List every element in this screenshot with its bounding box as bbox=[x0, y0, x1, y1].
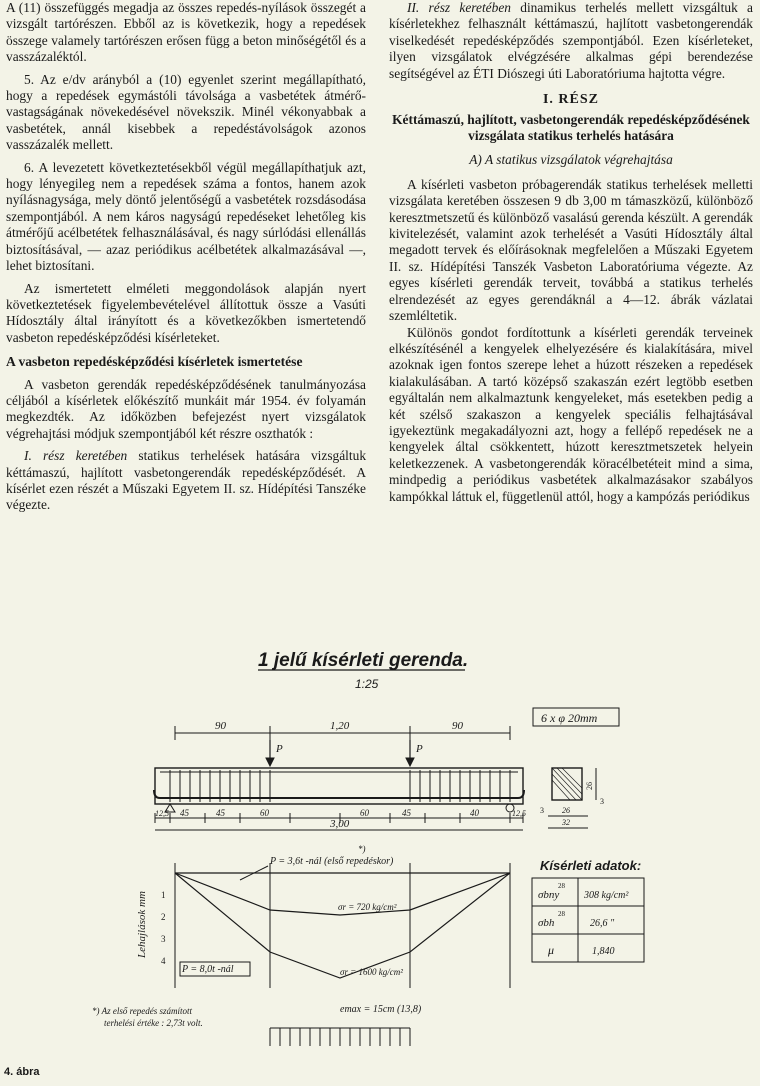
data-value: 1,840 bbox=[592, 946, 615, 957]
paragraph: A (11) összefüggés megadja az összes repedés-nyílások összegét a vizsgált tartórészen. Ebből az is következik, hogy a repedések összege valamely tartórészen erősen függ a beton minőségétől és a vasszázaléktól. bbox=[6, 0, 366, 65]
curve-2-stress: σr = 1600 kg/cm² bbox=[340, 967, 403, 977]
dim-label: 90 bbox=[452, 720, 463, 732]
figure-title: 1 jelű kísérleti gerenda. bbox=[258, 650, 469, 671]
paragraph-text: statikus terhelések hatására vizsgáltuk kéttámaszú, hajlított vasbetongerendák repedésképződését. A kísérlet ezen részét a Műszaki Egyetem II. sz. Hídépítési Tanszéke végezte. bbox=[6, 448, 367, 513]
paragraph: Az ismertetett elméleti meggondolások alapján nyert következtetések figyelembevételével állítottuk össze a Vasúti Hídosztály által irányított és a következőkben ismertetendő vasbeton repedésképződési kísérleteket. bbox=[6, 280, 366, 345]
paragraph: Különös gondot fordítottunk a kísérleti gerendák terveinek elkészítésénél a kengyelek elhelyezésére és kialakítására, mivel azoknak igen fontos szerepe lehet a húzott részeken a repedések kialakulásában. A tartó középső szakaszán ezért legtöbb esetben egyáltalán nem alkalmaztunk kengyeleket, más esetekben pedig a két szélső szakaszon a kengyelek speciális felhajtásával igyekeztünk megakadályozni azt, hogy a fellépő repedések ne a kengyelek által csökkentett, húzott keresztmetszetek helyein keletkezzenek. A vasbetongerendák köracélbetéteit mind a sima, mindpedig a periódikus vasbetétek alkalmazásakor szabályos kampókkal láttuk el, függetlenül attól, hogy a kampózás periódikus bbox=[389, 324, 753, 504]
dim-label: 40 bbox=[470, 808, 479, 818]
dim-label: 12,5 bbox=[155, 809, 169, 818]
data-sup: 28 bbox=[558, 882, 565, 890]
dim-label: 60 bbox=[360, 808, 369, 818]
footnote-line: terhelési értéke : 2,73t volt. bbox=[104, 1018, 203, 1028]
y-tick: 4 bbox=[161, 956, 166, 966]
paragraph: 5. Az e/dv arányból a (10) egyenlet szerint megállapítható, hogy a repedések egymástóli távolsága a vasbetétek átmérő-vastagságának növekedésével növekszik. Minél vékonyabbak a vasbetétek, annál kisebbek a repedéstávolságok azonos vasszázalék mellett. bbox=[6, 71, 366, 153]
y-tick: 2 bbox=[161, 912, 166, 922]
right-column bbox=[389, 0, 753, 505]
figure-caption: 4. ábra bbox=[4, 1066, 40, 1078]
section-dim: 3 bbox=[600, 797, 604, 806]
y-tick: 3 bbox=[161, 934, 166, 944]
curve-1-stress: σr = 720 kg/cm² bbox=[338, 902, 397, 912]
figure-drawing bbox=[0, 648, 760, 1058]
beam-figure bbox=[0, 648, 760, 1058]
paragraph bbox=[389, 0, 753, 82]
dim-label: 12,5 bbox=[512, 809, 526, 818]
dim-label: 45 bbox=[216, 808, 225, 818]
load-label: P bbox=[276, 743, 283, 755]
part-label: I. rész keretében bbox=[24, 448, 128, 464]
paragraph: A vasbeton gerendák repedésképződésének tanulmányozása céljából a kísérletek előkészítő munkáit már 1954. év folyamán megkezdték. Az időközben befejezést nyert vizsgálatok végrehajtási módjuk szempontjából két részre oszthatók : bbox=[6, 376, 366, 441]
rebar-label: 6 x φ 20mm bbox=[541, 711, 598, 725]
figure-scale: 1:25 bbox=[355, 677, 379, 691]
section-dim: 3 bbox=[540, 806, 544, 815]
subsection-title: A) A statikus vizsgálatok végrehajtása bbox=[469, 152, 673, 168]
paragraph: 6. A levezetett következtetésekből végül megállapíthatjuk azt, hogy lényegileg nem a repedések száma a fontos, hanem azok nyílásnagysága, mely döntő jelentőségű a vasbetétek rozsdásodása szempontjából. A nem káros nagyságú repedéseket lehetőleg kis átmérőjű acélbetétek felhasználásával, és nagy súrlódási ellenállás biztosításával, — azaz periódikus acélbetétek alkalmazásával —, lehet biztosítani. bbox=[6, 159, 366, 274]
load-label: P bbox=[416, 743, 423, 755]
span-label: 3,00 bbox=[330, 818, 350, 830]
data-value: 308 kg/cm² bbox=[584, 890, 629, 901]
part-label: II. rész keretében bbox=[407, 0, 511, 15]
dim-label: 90 bbox=[215, 720, 226, 732]
part-title: I. RÉSZ bbox=[542, 92, 600, 108]
section-dim: 26 bbox=[562, 806, 570, 815]
paragraph-text: dinamikus terhelés mellett vizsgáltuk a kísérletekhez felhasznált kéttámaszú, hajlított vasbetongerendák viselkedését repedésképződés szempontjából. Ezen kísérleteket, ilyen vizsgálatok elvégzésére alkalmas gépi berendezése segítségével az ÉTI Diószegi úti Laboratóriuma hajtotta végre. bbox=[389, 0, 753, 81]
crack-marks bbox=[270, 1028, 410, 1046]
emax-label: emax = 15cm (13,8) bbox=[340, 1004, 422, 1015]
data-value: 26,6 " bbox=[590, 918, 615, 929]
dim-label: 45 bbox=[180, 808, 189, 818]
left-column bbox=[6, 0, 366, 514]
dim-label: 45 bbox=[402, 808, 411, 818]
paragraph bbox=[6, 448, 366, 514]
data-sup: 28 bbox=[558, 910, 565, 918]
y-tick: 1 bbox=[161, 890, 166, 900]
section-dim: 26 bbox=[585, 782, 594, 790]
data-symbol: σbh bbox=[538, 917, 555, 929]
footnote-line: *) Az első repedés számított bbox=[92, 1006, 192, 1016]
data-table-title: Kísérleti adatok: bbox=[540, 858, 642, 873]
footnote-marker: *) bbox=[358, 844, 366, 854]
dim-label: 1,20 bbox=[330, 720, 350, 732]
data-symbol: σbny bbox=[538, 889, 560, 901]
data-symbol: μ bbox=[548, 943, 555, 957]
curve-2-label: P = 8,0t -nál bbox=[182, 964, 234, 975]
y-axis-label: Lehajlások mm bbox=[136, 891, 148, 958]
section-heading: A vasbeton repedésképződési kísérletek ismertetése bbox=[6, 354, 303, 370]
dim-label: 60 bbox=[260, 808, 269, 818]
part-subtitle: Kéttámaszú, hajlított, vasbetongerendák repedésképződésének vizsgálata statikus terhelés hatására bbox=[392, 112, 750, 144]
curve-1-label: P = 3,6t -nál (első repedéskor) bbox=[270, 856, 394, 867]
section-dim: 32 bbox=[562, 818, 570, 827]
paragraph: A kísérleti vasbeton próbagerendák statikus terhelések melletti vizsgálata keretében összesen 9 db 3,00 m támaszközű, különböző keresztmetszetű és különböző vasalású gerenda készült. A gerendák kivitelezését, valamint azok terhelését a Vasúti Hídosztály által megadott tervek és előírásoknak megfelelően a Műszaki Egyetem II. sz. Hídépítési Tanszék Vasbeton Laboratóriuma végezte. Az egyes kísérleti gerendák terveit, továbbá a statikus terhelés elrendezését az egyes gerendáknál a 4—12. ábrák vázlatai szemléltetik. bbox=[389, 176, 753, 324]
